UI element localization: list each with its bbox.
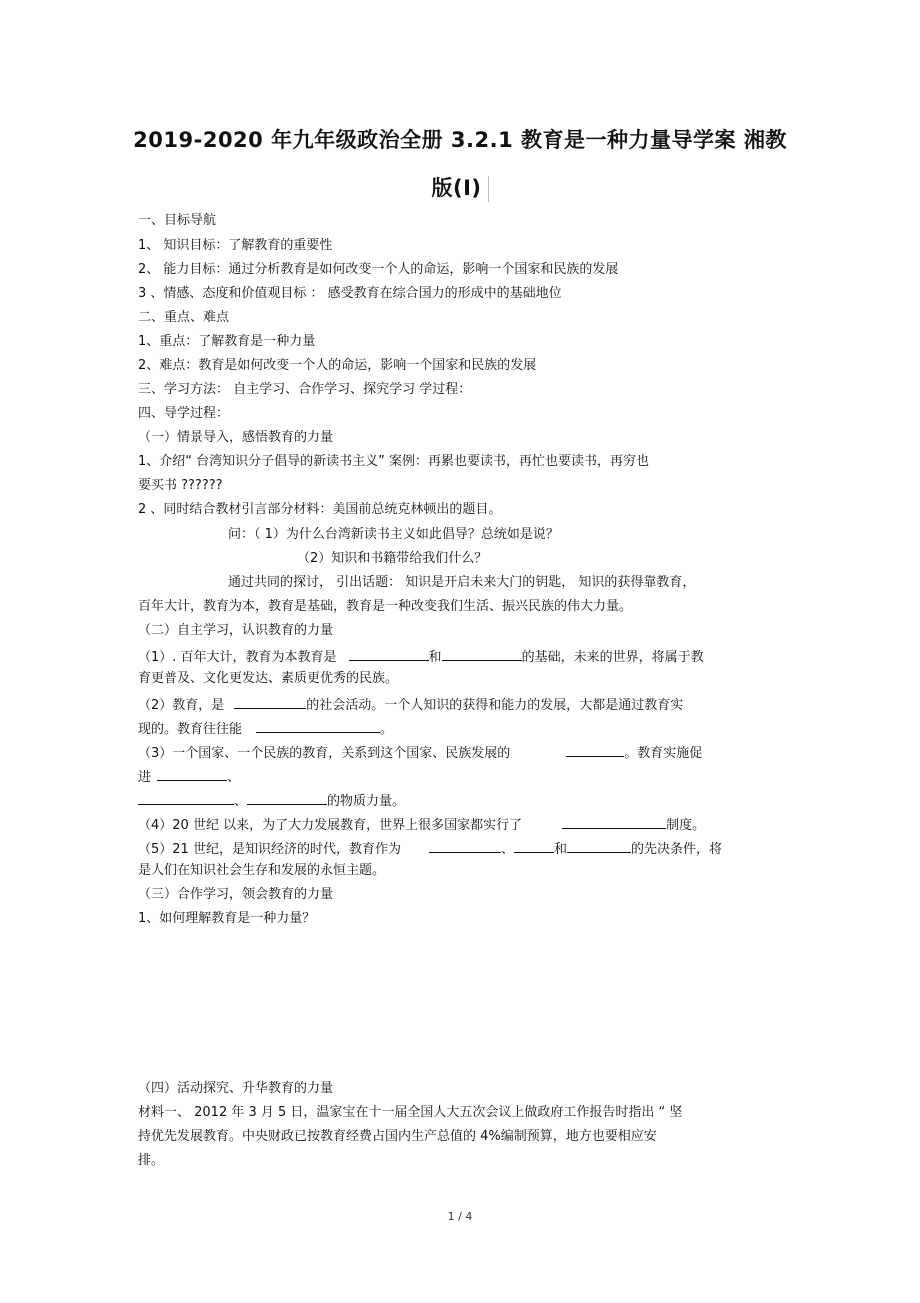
material-paragraph: 持优先发展教育。中央财政已按教育经费占国内生产总值的 4%编制预算，地方也要相应安	[138, 1129, 657, 1144]
subsection-cooperative-study: （三）合作学习，领会教育的力量	[138, 887, 334, 902]
subsection-activity: （四）活动探究、升华教育的力量	[138, 1081, 334, 1096]
document-title-line-1: 2019-2020 年九年级政治全册 3.2.1 教育是一种力量导学案 湘教	[133, 128, 787, 152]
difficult-point: 2、难点：教育是如何改变一个人的命运，影响一个国家和民族的发展	[138, 358, 537, 373]
material-paragraph: 材料一、 2012 年 3 月 5 日，温家宝在十一届全国人大五次会议上做政府工作报告时指出 “ 坚	[138, 1105, 683, 1120]
page-number: 1 / 4	[447, 1210, 473, 1223]
fill-in-item-3-cont: 、 的物质力量。	[138, 790, 405, 811]
discussion-question: 1、如何理解教育是一种力量？	[138, 911, 316, 926]
answer-blank[interactable]	[429, 838, 501, 853]
goal-ability: 2、 能力目标：通过分析教育是如何改变一个人的命运，影响一个国家和民族的发展	[138, 262, 619, 277]
paragraph-line: 要买书 ??????	[138, 478, 223, 493]
material-paragraph: 排。	[138, 1153, 165, 1168]
paragraph-line: 是人们在知识社会生存和发展的永恒主题。	[138, 863, 386, 878]
key-point: 1、重点：了解教育是一种力量	[138, 334, 316, 349]
goal-knowledge: 1、 知识目标：了解教育的重要性	[138, 238, 333, 253]
fill-in-item-2-cont: 现的。教育往往能 。	[138, 718, 393, 739]
fill-in-item-4: （4）20 世纪 以来，为了大力发展教育，世界上很多国家都实行了 制度。	[138, 814, 705, 835]
paragraph-line: 百年大计，教育为本，教育是基础，教育是一种改变我们生活、振兴民族的伟大力量。	[138, 599, 633, 614]
fill-in-item-3: （3）一个国家、一个民族的教育，关系到这个国家、民族发展的 。教育实施促	[138, 742, 702, 763]
section-heading-key-points: 二、重点、难点	[138, 310, 230, 325]
fill-in-item-1: （1）. 百年大计，教育为本教育是 和 的基础，未来的世界，将属于教	[138, 646, 704, 667]
answer-blank[interactable]	[234, 694, 306, 709]
answer-blank[interactable]	[562, 814, 666, 829]
question-2: （2）知识和书籍带给我们什么？	[297, 551, 488, 566]
answer-blank[interactable]	[442, 646, 522, 661]
section-heading-goals: 一、目标导航	[138, 213, 217, 228]
fill-in-item-2: （2）教育，是 的社会活动。一个人知识的获得和能力的发展，大都是通过教育实	[138, 694, 683, 715]
paragraph-line: 育更普及、文化更发达、素质更优秀的民族。	[138, 671, 399, 686]
paragraph-line: 2 、同时结合教材引言部分材料：美国前总统克林顿出的题目。	[138, 502, 502, 517]
answer-blank[interactable]	[247, 790, 327, 805]
answer-blank[interactable]	[157, 766, 227, 781]
goal-attitude: 3 、情感、态度和价值观目标 ： 感受教育在综合国力的形成中的基础地位	[138, 286, 562, 301]
answer-blank[interactable]	[566, 742, 624, 757]
title-version: 版(I)	[431, 176, 488, 202]
answer-blank[interactable]	[256, 718, 380, 733]
paragraph-line: 通过共同的探讨， 引出话题： 知识是开启未来大门的钥匙， 知识的获得靠教育，	[228, 575, 696, 590]
subsection-self-study: （二）自主学习，认识教育的力量	[138, 623, 334, 638]
answer-blank[interactable]	[514, 838, 554, 853]
answer-blank[interactable]	[349, 646, 429, 661]
paragraph-line: 1、介绍“ 台湾知识分子倡导的新读书主义” 案例：再累也要读书，再忙也要读书，再穷也	[138, 454, 650, 469]
subsection-intro: （一）情景导入，感悟教育的力量	[138, 430, 334, 445]
fill-in-item-5: （5）21 世纪，是知识经济的时代，教育作为 、 和 的先决条件，将	[138, 838, 722, 859]
section-heading-methods: 三、学习方法： 自主学习、合作学习、探究学习 学过程：	[138, 382, 472, 397]
document-title-line-2	[80, 172, 840, 202]
fill-in-item-3-cont: 进 、	[138, 766, 240, 787]
answer-blank[interactable]	[567, 838, 631, 853]
section-heading-process: 四、导学过程：	[138, 406, 230, 421]
question-1: 问：（ 1）为什么台湾新读书主义如此倡导？总统如是说？	[228, 527, 559, 542]
answer-blank[interactable]	[138, 790, 234, 805]
